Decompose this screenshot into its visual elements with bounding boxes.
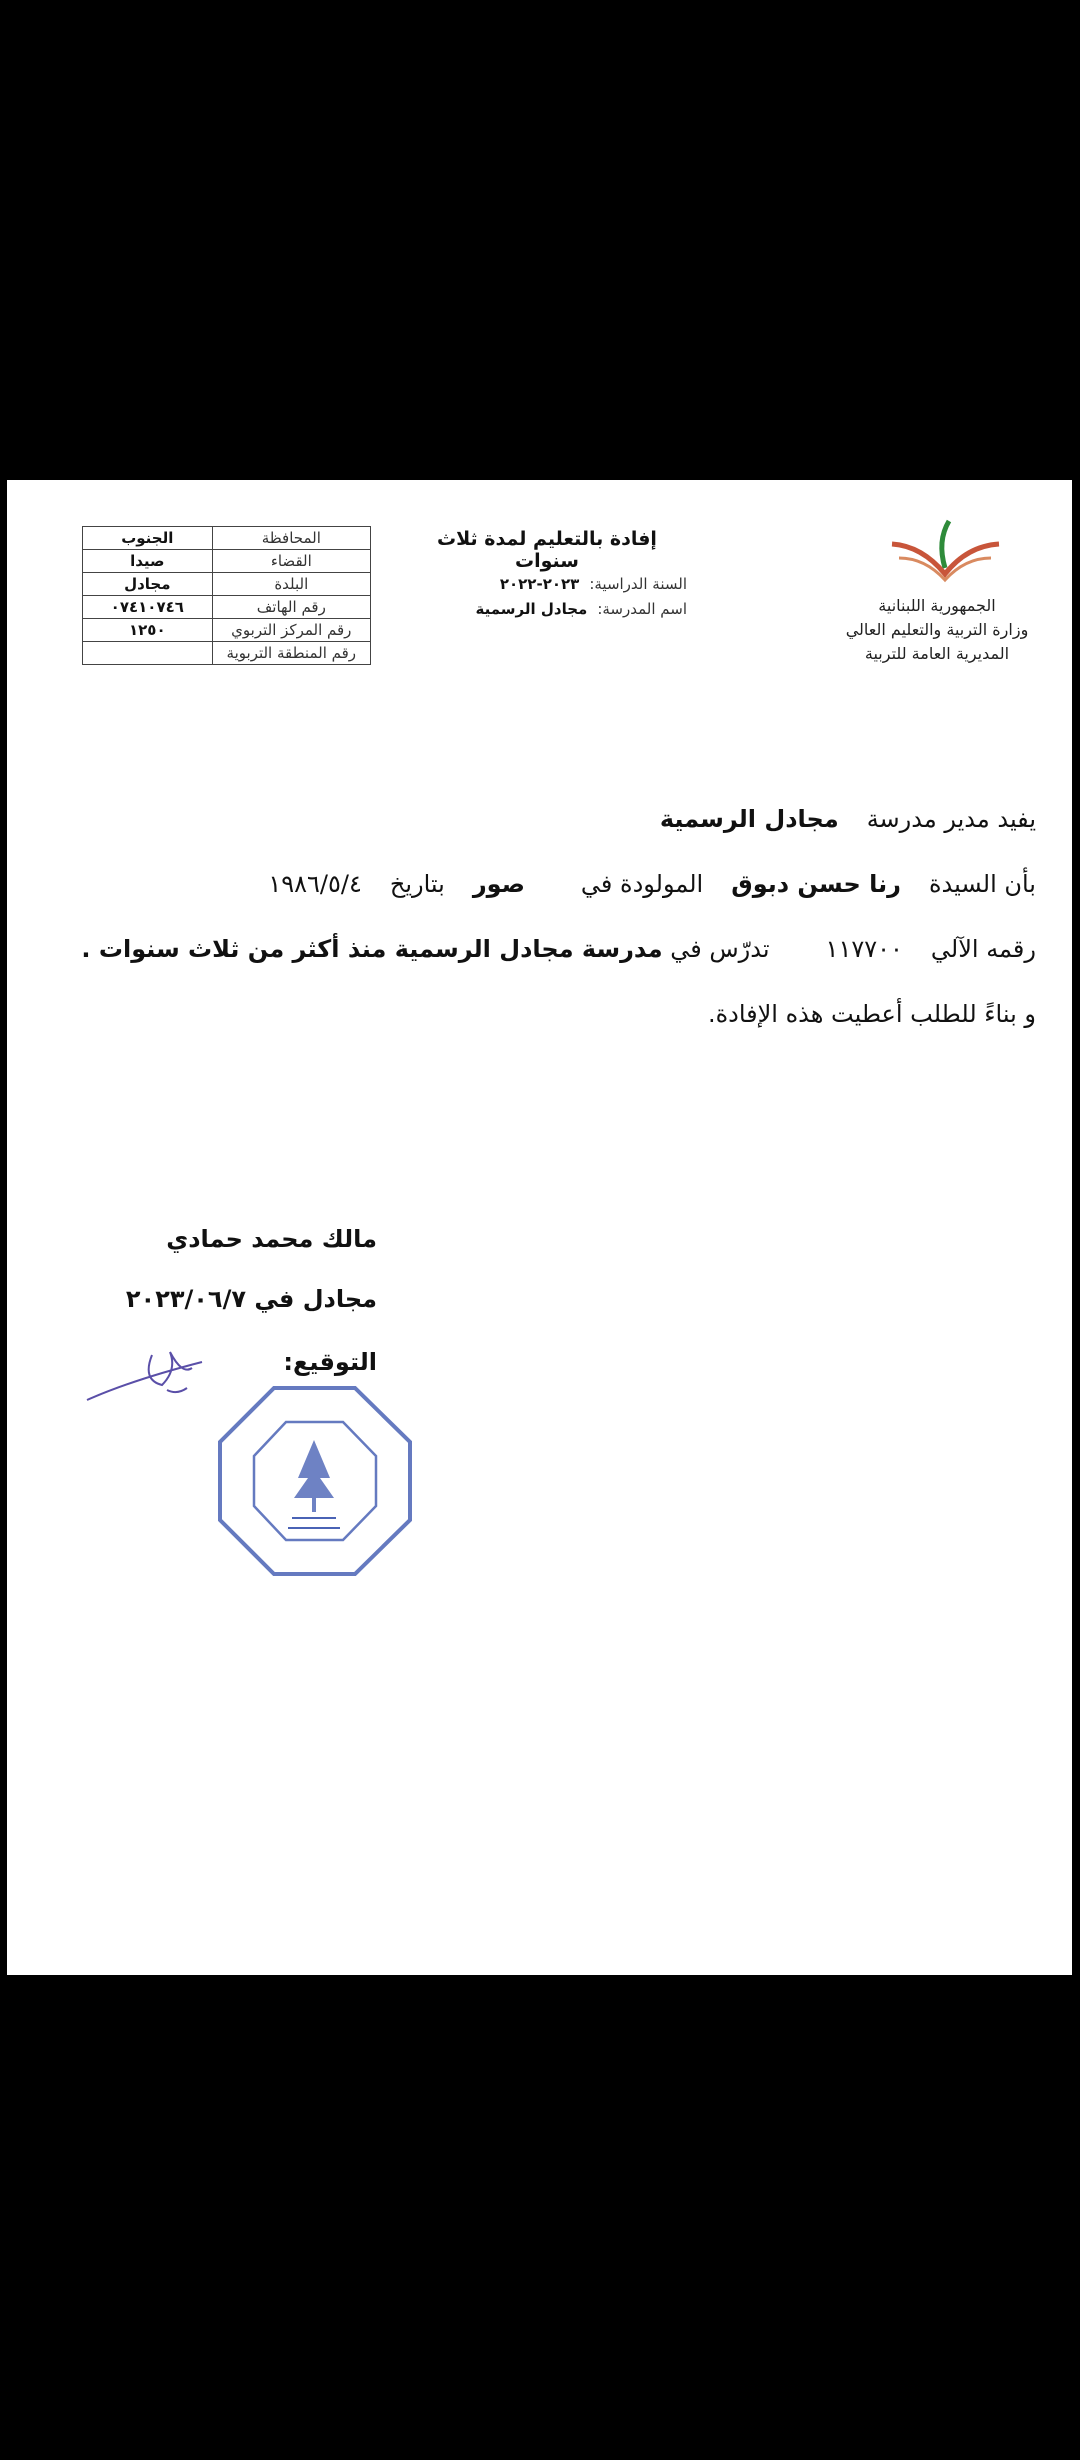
info-key: رقم الهاتف (212, 596, 370, 619)
ministry-line: الجمهورية اللبنانية (878, 596, 996, 615)
info-value: ١٢٥٠ (83, 619, 213, 642)
info-key: المحافظة (212, 527, 370, 550)
text: يفيد مدير مدرسة (866, 805, 1036, 833)
info-value: ٠٧٤١٠٧٤٦ (83, 596, 213, 619)
text: بتاريخ (389, 870, 445, 898)
info-key: رقم المنطقة التربوية (212, 642, 370, 665)
text: بأن السيدة (928, 870, 1036, 898)
text: تدرّس في (670, 935, 770, 963)
school-name-value: مجادل الرسمية (475, 600, 588, 618)
director-name: مالك محمد حمادي (166, 1225, 377, 1253)
info-row (83, 619, 371, 642)
official-stamp-icon (212, 1380, 417, 1580)
school-name-text: مجادل الرسمية (659, 805, 839, 833)
registration-number: ١١٧٧٠٠ (825, 935, 903, 963)
birth-date: ١٩٨٦/٥/٤ (268, 870, 362, 898)
text: مدرسة مجادل الرسمية منذ أكثر من ثلاث سنوات . (81, 935, 663, 963)
signature-label: التوقيع: (283, 1348, 377, 1376)
text: المولودة في (580, 870, 704, 898)
info-value: مجادل (83, 573, 213, 596)
info-value: الجنوب (83, 527, 213, 550)
birthplace: صور (472, 870, 525, 898)
info-row (83, 642, 371, 665)
school-year-label: السنة الدراسية: (589, 575, 687, 593)
info-row (83, 550, 371, 573)
text: رقمه الآلي (930, 935, 1036, 963)
ministry-logo (887, 516, 1002, 586)
ministry-header (837, 594, 1037, 666)
info-row (83, 573, 371, 596)
signature-icon (82, 1340, 212, 1410)
body-line-1 (36, 805, 1036, 833)
document-page (7, 480, 1072, 1975)
teacher-name: رنا حسن دبوق (731, 870, 901, 898)
school-name-label: اسم المدرسة: (597, 600, 687, 618)
body-line-4: و بناءً للطلب أعطيت هذه الإفادة. (707, 1000, 1036, 1028)
school-year-value: ٢٠٢٣-٢٠٢٢ (499, 575, 580, 593)
info-key: البلدة (212, 573, 370, 596)
info-row (83, 596, 371, 619)
document-title: إفادة بالتعليم لمدة ثلاث سنوات (437, 528, 657, 572)
info-table (82, 526, 371, 665)
info-value: صيدا (83, 550, 213, 573)
info-value (83, 642, 213, 665)
body-line-2 (36, 870, 1036, 898)
ministry-line: وزارة التربية والتعليم العالي (845, 620, 1029, 639)
info-key: رقم المركز التربوي (212, 619, 370, 642)
school-name (387, 600, 687, 618)
school-year (387, 575, 687, 593)
ministry-line: المديرية العامة للتربية (864, 644, 1010, 663)
info-row (83, 527, 371, 550)
info-key: القضاء (212, 550, 370, 573)
body-line-3 (36, 935, 1036, 963)
place-date: مجادل في ٢٠٢٣/٠٦/٧ (125, 1285, 377, 1313)
